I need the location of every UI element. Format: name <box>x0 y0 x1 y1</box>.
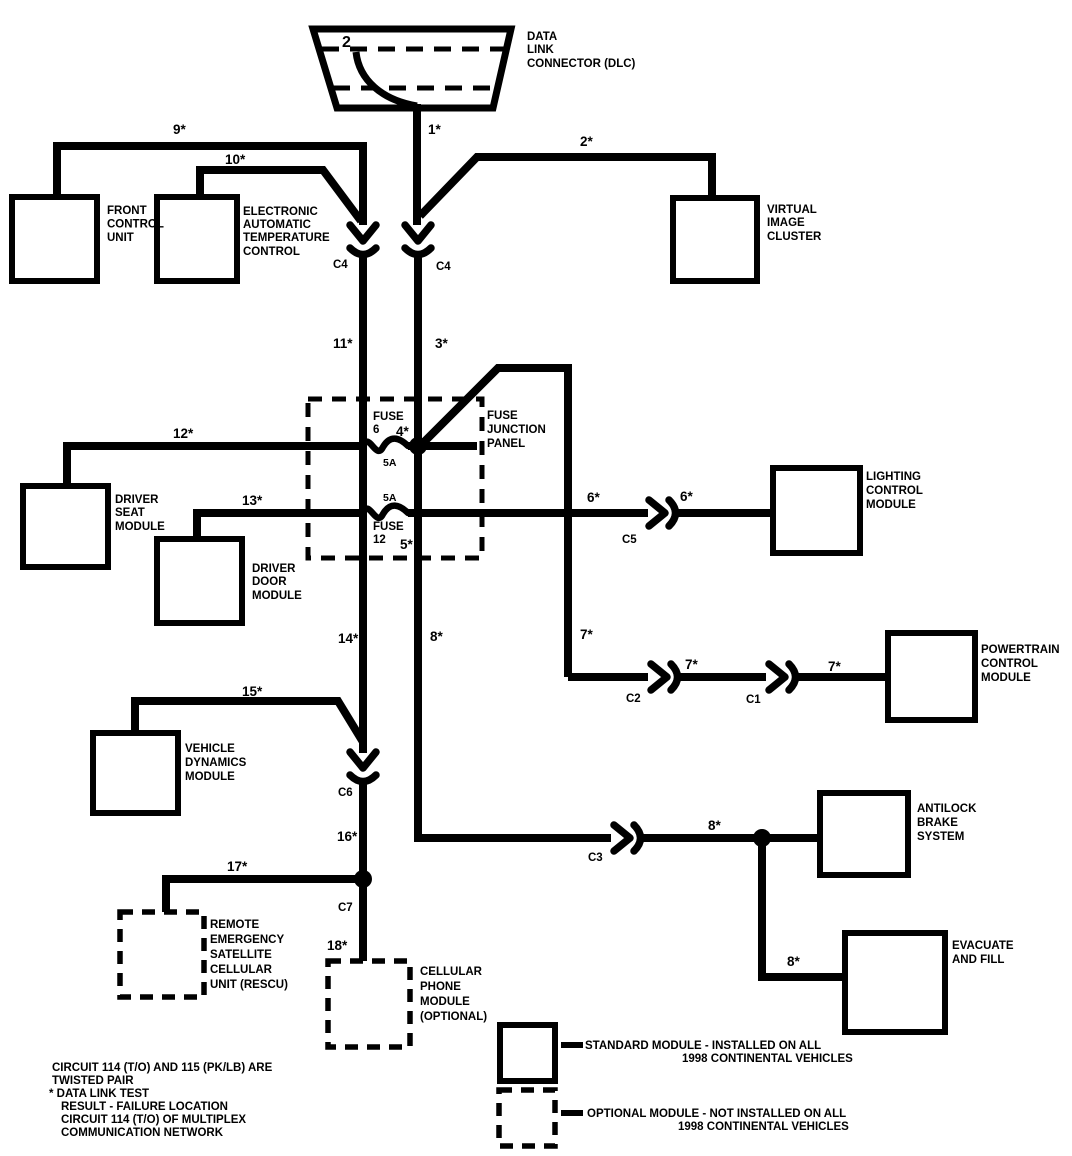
wire-label-14: 14* <box>338 631 359 646</box>
fuse6-label-line2: 6 <box>373 424 380 436</box>
legend-standard-box <box>500 1025 555 1081</box>
connector-male-icon <box>649 500 665 526</box>
wire-label-3: 3* <box>435 336 448 351</box>
module-box-powertrain-control <box>888 633 975 720</box>
connector-female-icon <box>669 500 676 526</box>
module-box-virtual-image-cluster <box>673 198 757 281</box>
connector-male-icon <box>769 664 785 690</box>
label-cpm-2: PHONE <box>420 981 461 993</box>
junction-dot-4 <box>409 437 427 455</box>
fuse6-amp-label: 5A <box>383 457 397 469</box>
wire-label-16: 16* <box>337 829 358 844</box>
module-box-rescu <box>120 912 204 997</box>
connector-female-icon <box>671 664 678 690</box>
connector-female-icon <box>405 248 431 255</box>
connector-label-c4-left: C4 <box>333 259 348 271</box>
label-eatc-4: CONTROL <box>243 246 300 258</box>
module-box-driver-door <box>157 539 242 623</box>
fuse6-label-line1: FUSE <box>373 411 404 423</box>
wire-label-8c: 8* <box>787 954 800 969</box>
module-box-cellular-phone <box>328 961 410 1047</box>
note-line-4: RESULT - FAILURE LOCATION <box>61 1101 228 1113</box>
legend-optional-line2: 1998 CONTINENTAL VEHICLES <box>678 1121 849 1133</box>
label-evac-2: AND FILL <box>952 954 1005 966</box>
legend-optional-line1: OPTIONAL MODULE - NOT INSTALLED ON ALL <box>587 1108 847 1120</box>
module-box-eatc <box>157 197 237 281</box>
module-box-antilock-brake <box>820 793 908 875</box>
dlc-label-line3: CONNECTOR (DLC) <box>527 58 636 70</box>
label-pcm-2: CONTROL <box>981 658 1038 670</box>
label-vic-2: IMAGE <box>767 217 805 229</box>
label-abs-2: BRAKE <box>917 817 958 829</box>
label-ddm-2: DOOR <box>252 576 287 588</box>
label-dsm-3: MODULE <box>115 521 165 533</box>
label-vdm-3: MODULE <box>185 771 235 783</box>
connector-female-icon <box>634 825 641 851</box>
label-cpm-3: MODULE <box>420 996 470 1008</box>
label-lcm-3: MODULE <box>866 499 916 511</box>
label-lcm-1: LIGHTING <box>866 471 921 483</box>
label-cpm-1: CELLULAR <box>420 966 482 978</box>
fuse-panel-title-line3: PANEL <box>487 438 526 450</box>
fuse-panel-title-line1: FUSE <box>487 410 518 422</box>
wire-label-17: 17* <box>227 859 248 874</box>
module-box-driver-seat <box>23 486 108 567</box>
label-dsm-1: DRIVER <box>115 494 159 506</box>
connector-c5-symbol <box>649 500 676 526</box>
module-box-vehicle-dynamics <box>93 733 178 813</box>
fuse12-label-line2: 12 <box>373 534 386 546</box>
label-vic-3: CLUSTER <box>767 231 822 243</box>
label-ddm-3: MODULE <box>252 590 302 602</box>
wire-label-18: 18* <box>327 938 348 953</box>
junction-dot-8 <box>753 829 771 847</box>
label-evac-1: EVACUATE <box>952 940 1014 952</box>
connector-male-icon <box>651 664 667 690</box>
fuse-6-symbol <box>363 439 408 451</box>
dlc-pin-label: 2 <box>342 34 351 51</box>
label-cpm-4: (OPTIONAL) <box>420 1011 488 1023</box>
wire-2 <box>420 157 712 216</box>
wire-label-13: 13* <box>242 493 263 508</box>
label-dsm-2: SEAT <box>115 507 145 519</box>
fuse12-label-line1: FUSE <box>373 521 404 533</box>
fuse-12-symbol <box>363 506 408 518</box>
label-vdm-1: VEHICLE <box>185 743 235 755</box>
label-rescu-2: EMERGENCY <box>210 934 285 946</box>
note-line-3: * DATA LINK TEST <box>49 1088 150 1100</box>
label-pcm-3: MODULE <box>981 672 1031 684</box>
wire-label-8b: 8* <box>708 818 721 833</box>
wire-label-5: 5* <box>400 537 413 552</box>
dlc-label-line1: DATA <box>527 31 558 43</box>
wire-label-4: 4* <box>396 424 409 439</box>
connector-male-icon <box>405 225 431 241</box>
fuse-panel-title-line2: JUNCTION <box>487 424 546 436</box>
module-box-lighting-control <box>773 468 860 553</box>
label-rescu-3: SATELLITE <box>210 949 272 961</box>
note-line-5: CIRCUIT 114 (T/O) OF MULTIPLEX <box>61 1114 247 1126</box>
wire-label-15: 15* <box>242 684 263 699</box>
connector-label-c3: C3 <box>588 852 603 864</box>
connector-label-c4-right: C4 <box>436 261 451 273</box>
label-ddm-1: DRIVER <box>252 563 296 575</box>
connector-label-c2: C2 <box>626 693 641 705</box>
wire-label-7a: 7* <box>580 627 593 642</box>
legend-optional-box <box>499 1090 555 1146</box>
wire-label-7c: 7* <box>828 659 841 674</box>
connector-female-icon <box>350 248 376 255</box>
wire-label-12: 12* <box>173 426 194 441</box>
label-fcu-3: UNIT <box>107 232 134 244</box>
label-fcu-1: FRONT <box>107 205 147 217</box>
connector-label-c5: C5 <box>622 534 637 546</box>
wire-label-9: 9* <box>173 122 186 137</box>
connector-c4-right-symbol <box>405 225 431 255</box>
note-line-1: CIRCUIT 114 (T/O) AND 115 (PK/LB) ARE <box>52 1062 273 1074</box>
label-abs-1: ANTILOCK <box>917 803 977 815</box>
label-vic-1: VIRTUAL <box>767 204 817 216</box>
note-line-6: COMMUNICATION NETWORK <box>61 1127 224 1139</box>
wire-12 <box>67 446 363 489</box>
connector-c3-symbol <box>614 825 641 851</box>
label-rescu-5: UNIT (RESCU) <box>210 979 288 991</box>
label-eatc-2: AUTOMATIC <box>243 219 311 231</box>
connector-female-icon <box>789 664 796 690</box>
wire-label-1: 1* <box>428 122 441 137</box>
connector-c6-symbol <box>350 752 376 782</box>
module-box-front-control-unit <box>12 197 97 281</box>
wire-17 <box>166 879 363 913</box>
connector-male-icon <box>614 825 630 851</box>
dlc-label-line2: LINK <box>527 44 554 56</box>
connector-c4-left-symbol <box>350 225 376 255</box>
label-lcm-2: CONTROL <box>866 485 923 497</box>
connector-label-c6: C6 <box>338 787 353 799</box>
connector-c1-symbol <box>769 664 796 690</box>
wire-label-7b: 7* <box>685 657 698 672</box>
connector-c2-symbol <box>651 664 678 690</box>
label-fcu-2: CONTROL <box>107 218 164 231</box>
wire-label-11: 11* <box>333 336 353 351</box>
legend-standard-line2: 1998 CONTINENTAL VEHICLES <box>682 1053 853 1065</box>
fuse12-amp-label: 5A <box>383 492 397 504</box>
connector-male-icon <box>350 752 376 768</box>
wire-label-6b: 6* <box>680 489 693 504</box>
note-line-2: TWISTED PAIR <box>52 1075 134 1087</box>
module-box-evacuate-fill <box>845 933 945 1032</box>
label-pcm-1: POWERTRAIN <box>981 644 1060 656</box>
label-eatc-3: TEMPERATURE <box>243 232 330 244</box>
connector-label-c1: C1 <box>746 694 761 706</box>
junction-dot-17 <box>354 870 372 888</box>
label-abs-3: SYSTEM <box>917 831 965 843</box>
label-rescu-1: REMOTE <box>210 919 260 931</box>
label-rescu-4: CELLULAR <box>210 964 272 976</box>
connector-female-icon <box>350 775 376 782</box>
wire-label-8a: 8* <box>430 629 443 644</box>
wire-label-2: 2* <box>580 134 593 149</box>
label-vdm-2: DYNAMICS <box>185 757 247 769</box>
connector-label-c7: C7 <box>338 902 353 914</box>
wire-label-6a: 6* <box>587 490 600 505</box>
wire-label-10: 10* <box>225 152 246 167</box>
connector-male-icon <box>350 225 376 241</box>
wire-5-8 <box>418 446 611 838</box>
label-eatc-1: ELECTRONIC <box>243 206 318 218</box>
legend-standard-line1: STANDARD MODULE - INSTALLED ON ALL <box>585 1040 822 1052</box>
